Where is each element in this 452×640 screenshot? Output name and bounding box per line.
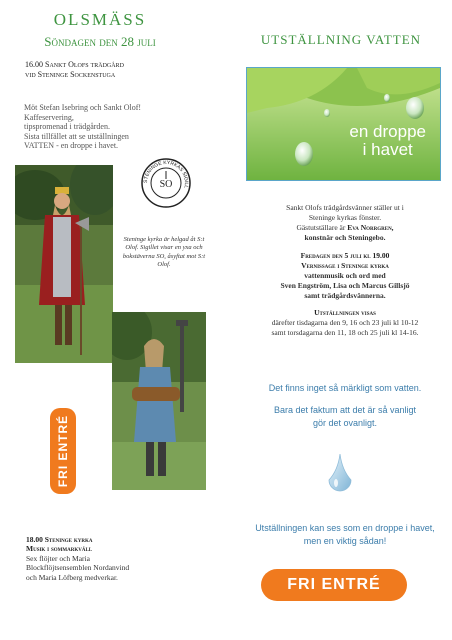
church-seal bbox=[140, 157, 192, 209]
info-line: Sankt Olofs trädgårdsvänner ställer ut i bbox=[286, 203, 404, 212]
seal-note: Steninge kyrka är helgad åt S:t Olof. Sigillet visar en yxa och bokstäverna SO, åsyftat mot S:t Olof. bbox=[122, 236, 206, 269]
event-garden bbox=[25, 60, 215, 80]
exhibition-info bbox=[250, 203, 440, 346]
info-line: samt torsdagarna den 11, 18 och 25 juli kl 14-16. bbox=[271, 328, 419, 338]
droplet-image bbox=[246, 67, 441, 181]
event-church-line: och Maria Löfberg medverkar. bbox=[26, 572, 118, 582]
opening-hours-title: Utställningen visas bbox=[314, 308, 376, 318]
artist-prefix: Gästutställare är bbox=[296, 223, 348, 233]
event-church-line: Sex flöjter och Maria bbox=[26, 553, 90, 563]
info-line: därefter tisdagarna den 9, 16 och 23 juli kl 10-12 bbox=[271, 318, 419, 328]
event-church-subtitle: Musik i sommarkväll bbox=[26, 544, 93, 554]
intro-line: VATTEN - en droppe i havet. bbox=[24, 141, 119, 151]
quote-3-line2: men en viktig sådan! bbox=[303, 535, 387, 546]
page-title: OLSMÄSS bbox=[53, 10, 147, 29]
seal-letters: SO bbox=[159, 179, 173, 190]
artist-desc: konstnär och Steningebo. bbox=[304, 233, 386, 243]
event-church-time: 18.00 Steninge kyrka bbox=[26, 535, 93, 544]
event-garden-place: vid Steninge Sockenstuga bbox=[25, 70, 116, 79]
droplet-line1: en droppe bbox=[349, 122, 426, 141]
droplet-image-text bbox=[349, 123, 426, 159]
intro-text bbox=[24, 103, 199, 151]
quote-3 bbox=[250, 522, 440, 547]
event-church bbox=[26, 535, 216, 582]
date-subtitle: Söndagen den 28 juli bbox=[44, 34, 156, 49]
intro-line: tipspromenad i trädgården. bbox=[24, 122, 110, 132]
event-church-line: Blockflöjtsensemblen Nordanvind bbox=[26, 563, 130, 573]
info-paragraph-1 bbox=[250, 203, 440, 244]
free-entry-badge-vertical bbox=[50, 408, 76, 494]
info-line: Steninge kyrkas fönster. bbox=[308, 213, 382, 223]
quote-2 bbox=[250, 404, 440, 429]
artist-name: Eva Norrgren, bbox=[347, 223, 394, 233]
event-garden-time: 16.00 Sankt Olofs trädgård bbox=[25, 60, 124, 69]
info-paragraph-2 bbox=[250, 251, 440, 302]
free-entry-label: FRI ENTRÉ bbox=[56, 414, 70, 488]
musician-photo bbox=[112, 312, 206, 490]
droplet-line2: i havet bbox=[362, 139, 413, 159]
exhibition-title: UTSTÄLLNING VATTEN bbox=[260, 32, 422, 47]
sankt-olof-photo bbox=[15, 165, 113, 363]
vernissage-date: Fredagen den 5 juli kl 19.00 bbox=[300, 250, 390, 260]
vernissage-title: Vernissage i Steninge kyrka bbox=[301, 260, 389, 270]
intro-line: Sista tillfället att se utställningen bbox=[24, 131, 129, 141]
info-line: Sven Engström, Lisa och Marcus Gillsjö bbox=[280, 280, 410, 290]
seal-text: STENINGE KYRKAS SIGILL bbox=[142, 159, 190, 189]
water-drop-icon bbox=[326, 452, 354, 498]
free-entry-badge: FRI ENTRÉ bbox=[261, 569, 407, 601]
intro-line: Kaffeservering, bbox=[24, 112, 74, 122]
intro-line: Möt Stefan Isebring och Sankt Olof! bbox=[24, 103, 142, 112]
quote-2-line1: Bara det faktum att det är så vanligt bbox=[273, 405, 417, 415]
quote-3-line1: Utställningen kan ses som en droppe i havet, bbox=[255, 523, 435, 533]
info-line: samt trädgårdsvännerna. bbox=[304, 291, 386, 300]
info-paragraph-3 bbox=[250, 308, 440, 338]
info-line bbox=[250, 223, 440, 233]
info-line: vattenmusik och ord med bbox=[304, 270, 386, 280]
quote-1: Det finns inget så märkligt som vatten. bbox=[268, 383, 422, 393]
quote-2-line2: gör det ovanligt. bbox=[312, 417, 378, 428]
